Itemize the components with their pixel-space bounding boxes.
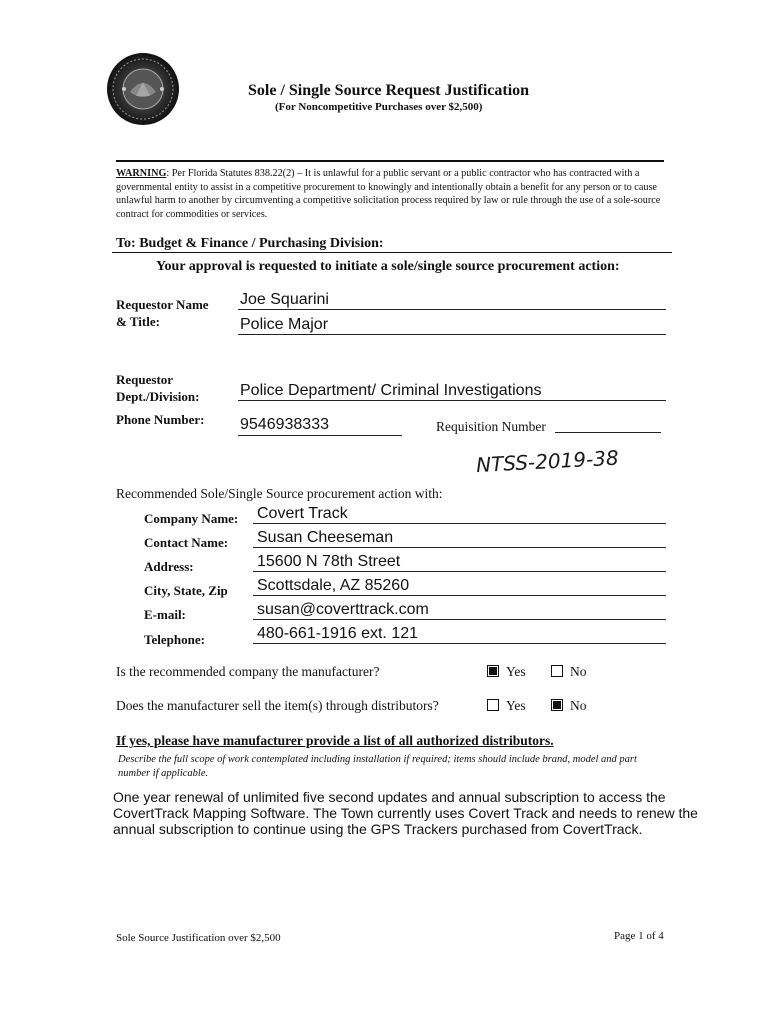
telephone-rule (253, 643, 666, 644)
requisition-handwritten-text (474, 442, 634, 478)
contact-name-label: Contact Name: (144, 535, 229, 550)
header-divider (116, 160, 664, 162)
town-seal-icon (106, 52, 180, 126)
requestor-name-value[interactable]: Joe Squarini (240, 291, 329, 308)
requisition-number-label: Requisition Number (436, 419, 546, 434)
company-name-rule (253, 523, 666, 524)
requestor-title-rule (238, 334, 666, 335)
requisition-number-rule (555, 432, 661, 433)
warning-paragraph (116, 167, 676, 221)
telephone-label: Telephone: (144, 632, 205, 647)
contact-name-rule (253, 547, 666, 548)
email-label: E-mail: (144, 607, 186, 622)
city-state-zip-value[interactable]: Scottsdale, AZ 85260 (257, 577, 410, 594)
phone-number-rule (238, 435, 402, 436)
form-subtitle: (For Noncompetitive Purchases over $2,500) (275, 101, 483, 113)
recommended-label: Recommended Sole/Single Source procurement action with: (116, 486, 443, 501)
city-state-zip-rule (253, 595, 666, 596)
q2-no-label: No (570, 698, 587, 713)
q1-no-checkbox[interactable] (551, 665, 563, 677)
requestor-title-value[interactable]: Police Major (240, 316, 329, 333)
requestor-dept-label-1: Requestor (116, 372, 174, 387)
scope-instructions: Describe the full scope of work contemplated including installation if required; items should include brand, model and part number if applicable. (118, 754, 637, 779)
requestor-dept-value[interactable]: Police Department/ Criminal Investigations (240, 382, 542, 399)
footer-left: Sole Source Justification over $2,500 (116, 932, 281, 944)
requestor-name-rule (238, 309, 666, 310)
requestor-name-label: Requestor Name (116, 297, 209, 312)
requestor-title-label: & Title: (116, 314, 160, 329)
company-name-value[interactable]: Covert Track (257, 505, 348, 522)
q2-no-checkbox[interactable] (551, 699, 563, 711)
q1-yes-label: Yes (506, 664, 526, 679)
q1-no-label: No (570, 664, 587, 679)
city-state-zip-label: City, State, Zip (144, 583, 228, 598)
company-name-label: Company Name: (144, 511, 239, 526)
address-label: Address: (144, 559, 194, 574)
distributors-question: Does the manufacturer sell the item(s) through distributors? (116, 698, 439, 713)
address-rule (253, 571, 666, 572)
to-line: To: Budget & Finance / Purchasing Division: (116, 236, 384, 251)
q2-yes-label: Yes (506, 698, 526, 713)
form-title: Sole / Single Source Request Justification (248, 82, 530, 99)
q2-yes-checkbox[interactable] (487, 699, 499, 711)
scope-description[interactable]: One year renewal of unlimited five second updates and annual subscription to access the CovertTrack Mapping Software. The Town currently uses Covert Track and needs to renew the annual subscription to continue using the GPS Trackers purchased from CovertTrack. (113, 789, 698, 837)
telephone-value[interactable]: 480-661-1916 ext. 121 (257, 625, 419, 642)
requestor-dept-rule (238, 400, 666, 401)
requestor-dept-label-2: Dept./Division: (116, 389, 200, 404)
email-rule (253, 619, 666, 620)
phone-number-label: Phone Number: (116, 412, 205, 427)
warning-text: : Per Florida Statutes 838.22(2) – It is unlawful for a public servant or a public contractor who has contracted with a governmental entity to assist in a competitive procurement to knowingly and intentionally obtain a benefit for any person or to cause unlawful harm to another by circumventing a competitive solicitation process required by law or rule through the use of a sole-source contract for commodities or services. (116, 168, 661, 220)
phone-number-value[interactable]: 9546938333 (240, 416, 329, 433)
distributors-note: If yes, please have manufacturer provide a list of all authorized distributors. (116, 733, 554, 748)
contact-name-value[interactable]: Susan Cheeseman (257, 529, 394, 546)
address-value[interactable]: 15600 N 78th Street (257, 553, 401, 570)
page-number: Page 1 of 4 (614, 930, 664, 942)
requisition-handwritten-value: NTSS-2019-38 (475, 445, 620, 478)
q1-yes-checkbox[interactable] (487, 665, 499, 677)
to-line-rule (112, 252, 672, 253)
approval-line: Your approval is requested to initiate a sole/single source procurement action: (156, 259, 620, 274)
warning-label: WARNING (116, 168, 167, 179)
manufacturer-question: Is the recommended company the manufacturer? (116, 664, 380, 679)
email-value[interactable]: susan@coverttrack.com (257, 601, 429, 618)
